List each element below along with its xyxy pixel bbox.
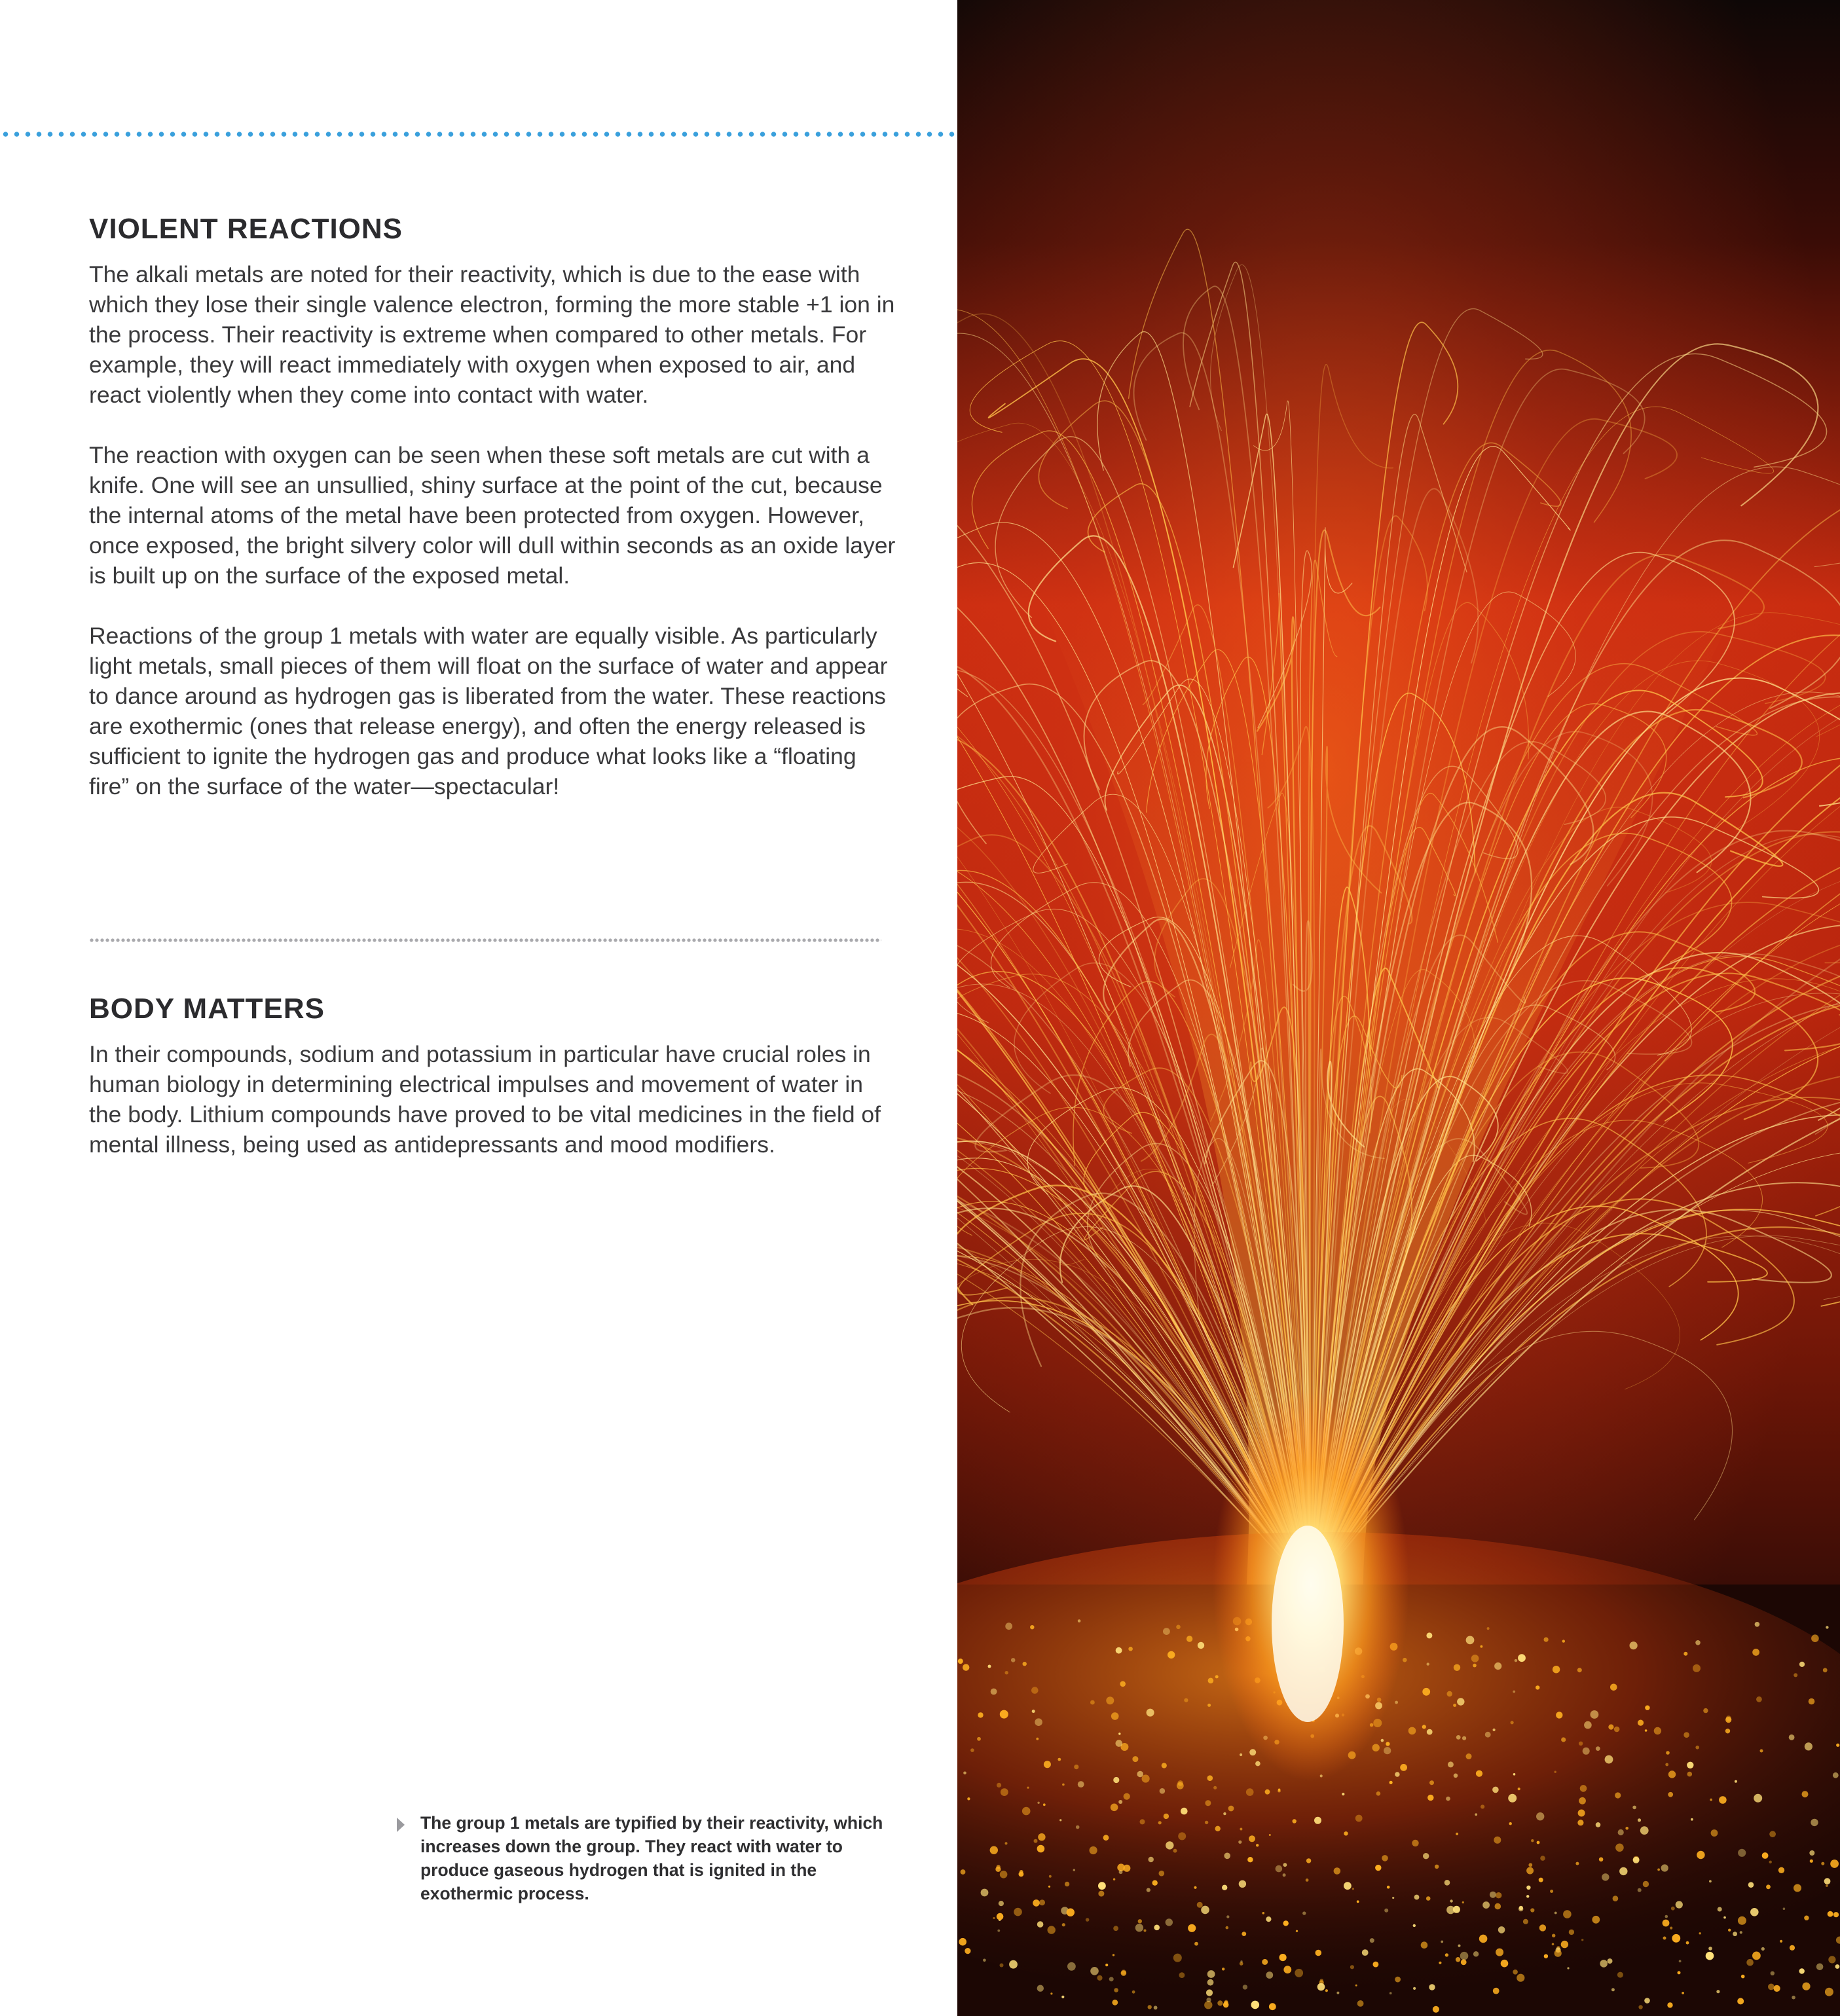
section-divider-dotted (89, 938, 881, 943)
triangle-pointer-icon (397, 1818, 405, 1832)
paragraph: In their compounds, sodium and potassium in particular have crucial roles in human biology in determining electrical impulses and movement of water in the body. Lithium compounds have proved to be vital medicines in the field of mental illness, being used as antidepressants and mood modifiers. (89, 1041, 881, 1158)
section-heading-violent-reactions: VIOLENT REACTIONS (89, 213, 403, 245)
spark-fountain-photo (957, 0, 1840, 2016)
paragraph: The alkali metals are noted for their reactivity, which is due to the ease with which they lose their single valence electron, forming the more stable +1 ion in the process. Their reactivity is extreme when compared to other metals. For example, they will react immediately with oxygen when exposed to air, and react violently when they come into contact with water. (89, 261, 895, 408)
section-heading-body-matters: BODY MATTERS (89, 993, 325, 1025)
section-body-body-matters (89, 1039, 901, 1190)
section-body-violent-reactions (89, 259, 901, 832)
top-dotted-rule (0, 130, 956, 139)
photo-illustration (957, 0, 1840, 2016)
photo-caption (390, 1811, 901, 1905)
caption-text: The group 1 metals are typified by their reactivity, which increases down the group. They react with water to produce gaseous hydrogen that is ignited in the exothermic process. (420, 1813, 883, 1903)
paragraph: Reactions of the group 1 metals with water are equally visible. As particularly light metals, small pieces of them will float on the surface of water and appear to dance around as hydrogen gas is liberated from the water. These reactions are exothermic (ones that release energy), and often the energy released is sufficient to ignite the hydrogen gas and produce what looks like a “floating fire” on the surface of the water—spectacular! (89, 623, 888, 799)
paragraph: The reaction with oxygen can be seen when these soft metals are cut with a knife. One will see an unsullied, shiny surface at the point of the cut, because the internal atoms of the metal have been protected from oxygen. However, once exposed, the bright silvery color will dull within seconds as an oxide layer is built up on the surface of the exposed metal. (89, 442, 896, 589)
